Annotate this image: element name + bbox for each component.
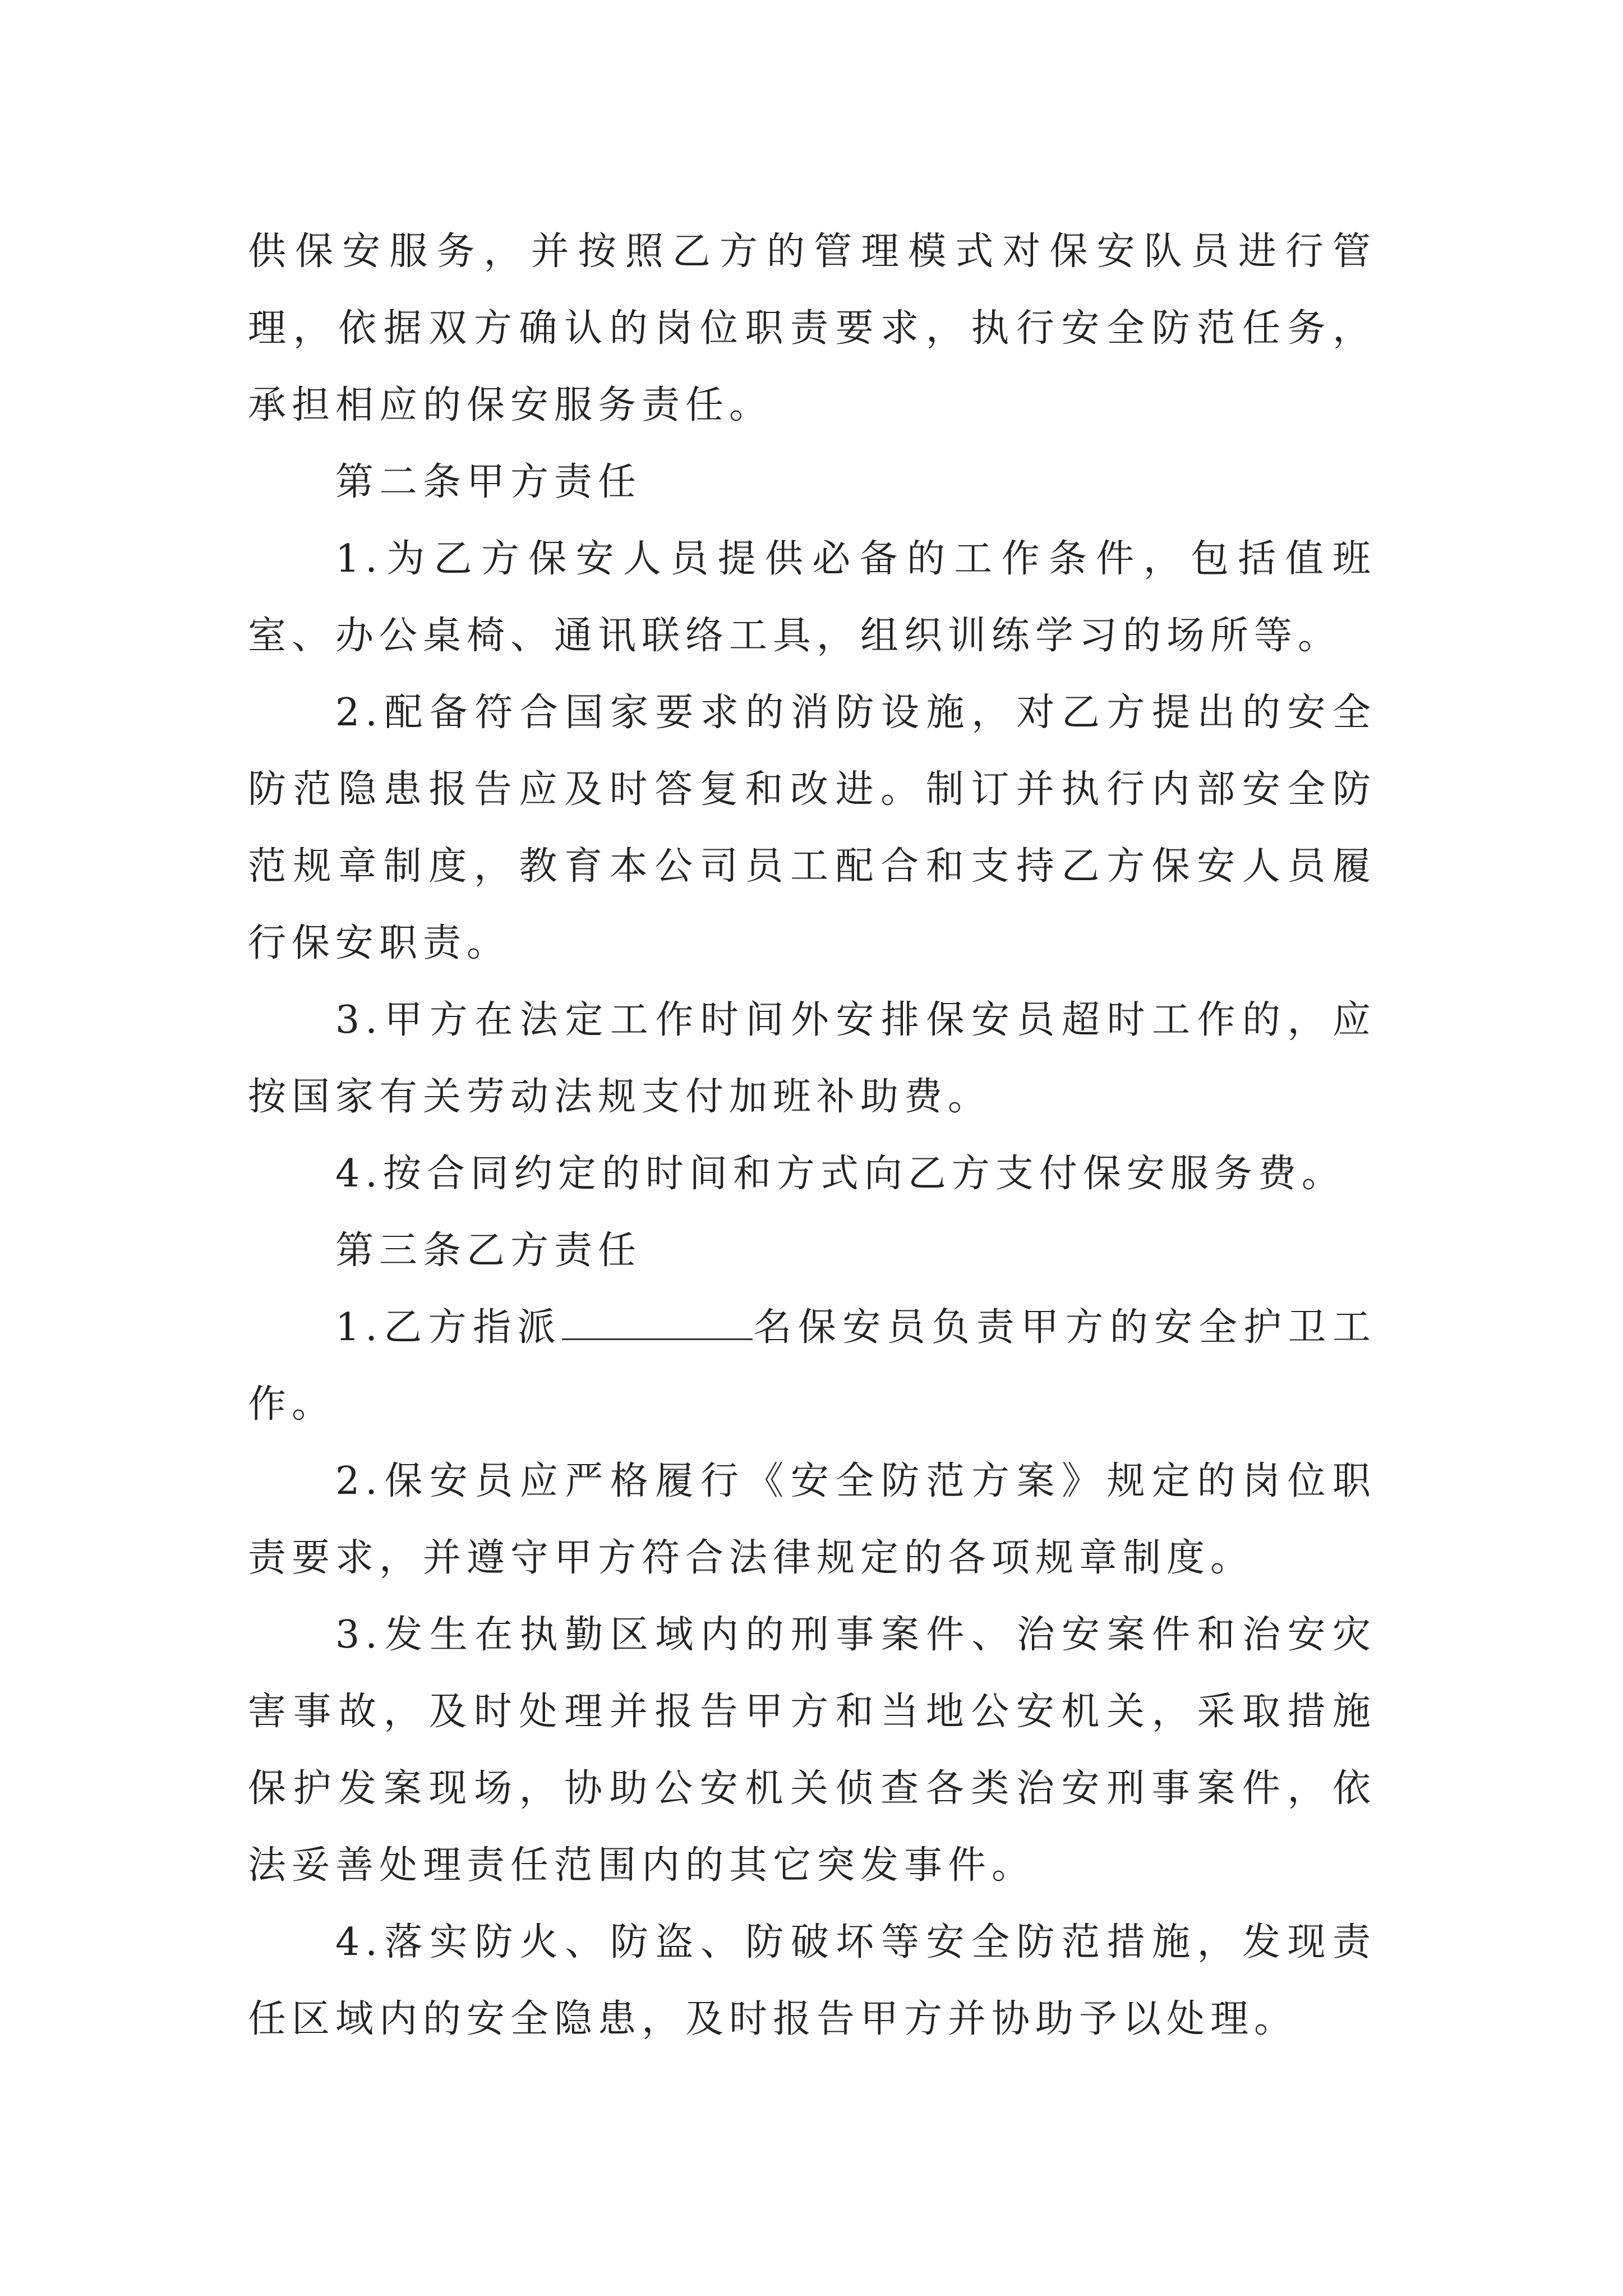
document-body [248,213,1376,2058]
paragraph-party-a-item-4: 4.按合同约定的时间和方式向乙方支付保安服务费。 [335,1152,1345,1196]
paragraph-party-a-item-1: 1.为乙方保安人员提供必备的工作条件，包括值班室、办公桌椅、通讯联络工具，组织训练学习的场所等。 [248,537,1376,658]
paragraph-party-b-item-3: 3.发生在执勤区域内的刑事案件、治安案件和治安灾害事故，及时处理并报告甲方和当地公安机关，采取措施保护发案现场，协助公安机关侦查各类治安刑事案件，依法妥善处理责任范围内的其它突发事件。 [248,1613,1376,1888]
section-heading-party-a: 第二条甲方责任 [335,460,642,504]
fill-in-blank-guard-count[interactable] [562,1307,753,1340]
item-1-text-after: 名保安员负责甲方的安全护卫工作。 [248,1305,1376,1427]
paragraph-party-a-item-3: 3.甲方在法定工作时间外安排保安员超时工作的，应按国家有关劳动法规支付加班补助费。 [248,998,1376,1119]
item-1-text-before: 1.乙方指派 [335,1305,562,1350]
paragraph-party-b-item-1 [248,1289,1376,1443]
paragraph-party-a-item-2: 2.配备符合国家要求的消防设施，对乙方提出的安全防范隐患报告应及时答复和改进。制订并执行内部安全防范规章制度，教育本公司员工配合和支持乙方保安人员履行保安职责。 [248,691,1376,965]
paragraph-continuation: 供保安服务，并按照乙方的管理模式对保安队员进行管理，依据双方确认的岗位职责要求，执行安全防范任务，承担相应的保安服务责任。 [248,229,1376,427]
section-heading-party-b: 第三条乙方责任 [335,1228,642,1273]
paragraph-party-b-item-2: 2.保安员应严格履行《安全防范方案》规定的岗位职责要求，并遵守甲方符合法律规定的各项规章制度。 [248,1459,1376,1580]
paragraph-party-b-item-4: 4.落实防火、防盗、防破坏等安全防范措施，发现责任区域内的安全隐患，及时报告甲方并协助予以处理。 [248,1920,1376,2041]
